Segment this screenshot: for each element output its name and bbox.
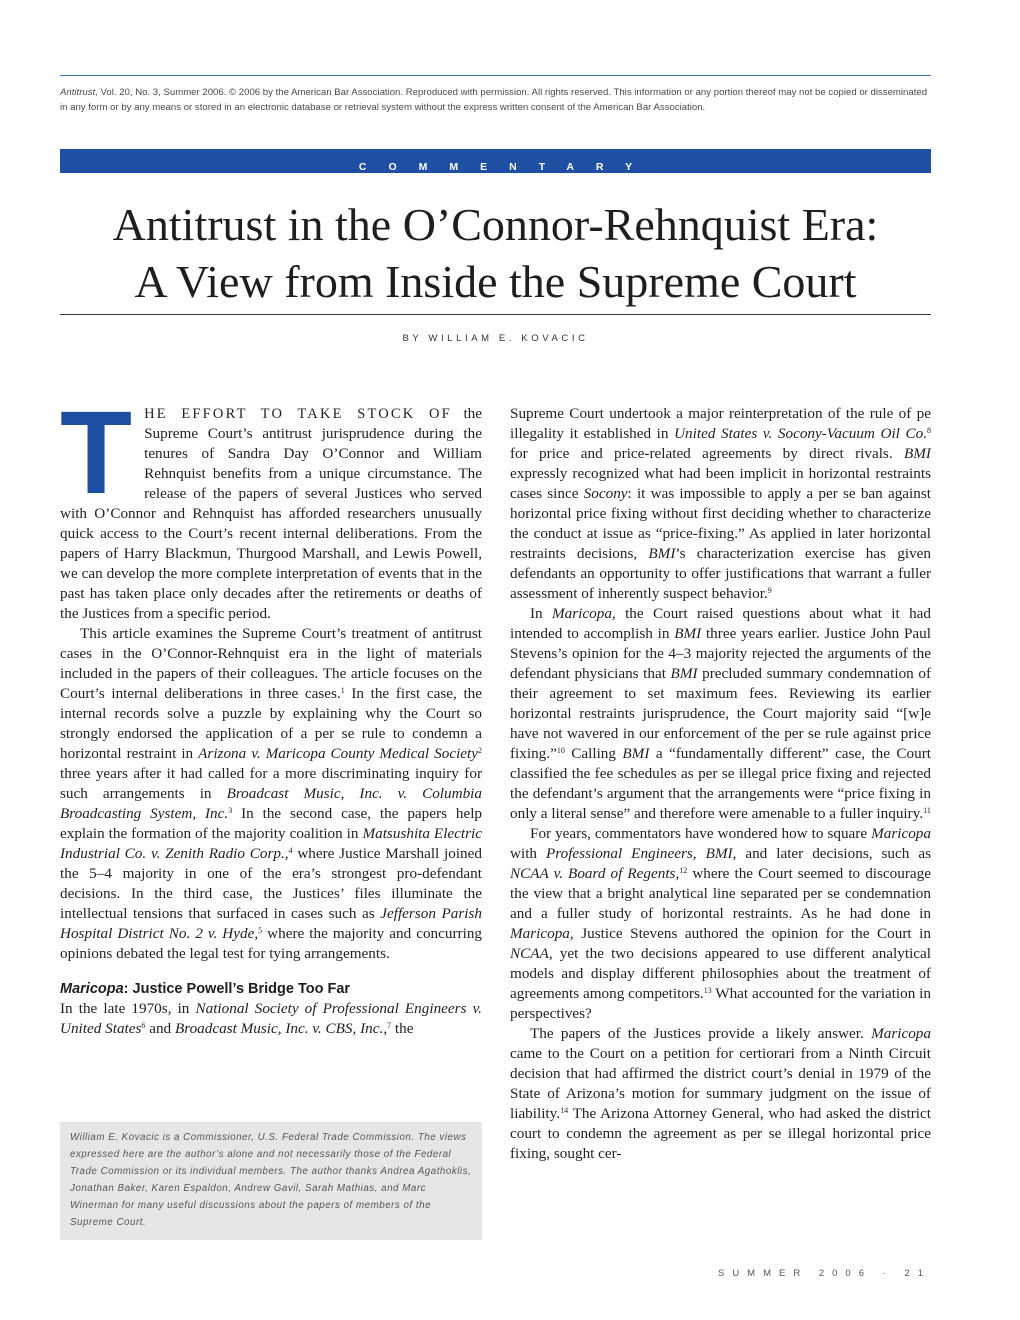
lead-caps: HE EFFORT TO TAKE STOCK OF — [144, 406, 452, 422]
italic-text: BMI — [622, 745, 650, 762]
italic-text: Maricopa — [510, 925, 570, 942]
italic-text: BMI — [705, 845, 733, 862]
drop-cap: T — [60, 387, 133, 519]
page-footer: SUMMER 2006 · 21 — [717, 1268, 931, 1279]
text-run: precluded summary condemnation of their agreement to set maximum fees. Reviewing its earlier horizontal restraints jurisprudence, the Court majority said “[w]e have not wavered in our enforcement of the per se rule against price fixing.” — [510, 665, 932, 762]
title-rule — [60, 314, 931, 315]
paragraph: This article examines the Supreme Court’s treatment of antitrust cases in the O’Connor-Rehnquist era in the light of materials included in the papers of their colleagues. The article focuses on the Court’s internal deliberations in three cases.$^1$ In the first case, the internal records solve a puzzle by explaining why the Court so strongly endorsed the application of a per se rule to condemn a horizontal restraint in Arizona v. Maricopa County Medical Society$^2$ three years after it had called for a more discriminating inquiry for such arrangements in Broadcast Music, Inc. v. Columbia Broadcasting System, Inc.$^3$ In the second case, the papers help explain the formation of the majority coalition in Matsushita Electric Industrial Co. v. Zenith Radio Corp.,$^4$ where Justice Marshall joined the 5–4 majority in one of the era’s strongest pro-defendant decisions. In the third case, the Justices’ files illuminate the intellectual tensions that surfaced in cases such as Jefferson Parish Hospital District No. 2 v. Hyde,$^5$ where the majority and concurring opinions debated the legal test for tying arrangements. — [60, 625, 483, 962]
title-line-2: A View from Inside the Supreme Court — [134, 256, 857, 307]
text-run: ’s characterization exercise has given defendants an opportunity to offer justifications that warrant a fuller assessment of inherently suspect behavior. — [510, 545, 931, 602]
section-banner — [60, 149, 931, 173]
author-bio: William E. Kovacic is a Commissioner, U.S. Federal Trade Commission. The views expressed here are the author’s alone and not necessarily those of the Federal Trade Commission or its individual members. The author thanks Andrea Agathoklis, Jonathan Baker, Karen Espaldon, Andrew Gavil, Sarah Mathias, and Marc Winerman for many useful discussions about the papers of members of the Supreme Court. — [70, 1132, 472, 1228]
case-name: Matsushita Electric Industrial Co. v. Zenith Radio Corp. — [60, 825, 483, 862]
footnote-ref: 8 — [927, 426, 931, 435]
footnote-ref: 7 — [387, 1021, 392, 1030]
italic-text: BMI — [648, 545, 676, 562]
text-run: Calling — [564, 745, 623, 762]
paragraph — [510, 824, 931, 1024]
paragraph — [510, 404, 931, 604]
italic-text: NCAA — [510, 945, 549, 962]
text-run: In — [530, 605, 553, 622]
text-run: The Arizona Attorney General, who had asked the district court to condemn the agreement as per se illegal horizontal price fixing, sought cer- — [510, 1105, 931, 1162]
text-run: What accounted for the variation in perspectives? — [510, 985, 931, 1022]
text-run: , — [692, 845, 706, 862]
italic-text: Socony — [583, 485, 628, 502]
lead-paragraph — [60, 387, 483, 624]
byline: BY WILLIAM E. KOVACIC — [402, 333, 589, 344]
text-run: where the majority and concurring opinions debated the legal test for tying arrangements. — [60, 925, 483, 962]
paragraph — [510, 1024, 931, 1164]
author-bio-box — [60, 1122, 482, 1240]
italic-text: Professional Engineers — [545, 845, 693, 862]
italic-text: BMI — [904, 445, 931, 462]
text-run: In the second case, the papers help explain the formation of the majority coalition in — [60, 805, 483, 842]
paragraph: In the late 1970s, in National Society of Professional Engineers v. United States$^6$ and Broadcast Music, Inc. v. CBS, Inc.,$^7$ the — [60, 1000, 482, 1037]
top-rule — [60, 75, 931, 76]
text-run: : Justice Powell’s Bridge Too Far — [123, 981, 351, 997]
case-name: Arizona v. Maricopa County Medical Society — [198, 745, 478, 762]
footnote-ref: 9 — [767, 586, 772, 595]
footnote-ref: 4 — [288, 846, 293, 855]
text-run: : it was impossible to apply a per se ban against horizontal price fixing without first deciding whether to characterize the conduct at issue as “price-fixing.” As applied in later horizontal restraints decisions, — [510, 485, 931, 562]
italic-text: Maricopa — [871, 825, 931, 842]
text-run: , and later decisions, such as — [732, 845, 931, 862]
text-run: In the late 1970s, in — [60, 1000, 196, 1017]
text-run: a “fundamentally different” case, the Court classified the fee schedules as per se illegal price fixing and rejected the defendant’s argument that the arrangements were “price fixing in only a literal sense” and therefore were amenable to a fuller inquiry. — [510, 745, 932, 822]
case-name: NCAA v. Board of Regents — [510, 865, 676, 882]
case-name: United States v. Socony-Vacuum Oil Co. — [674, 425, 927, 442]
text-run: and — [145, 1020, 175, 1037]
case-name: Broadcast Music, Inc. v. Columbia Broadcasting System, Inc. — [60, 785, 482, 822]
text-run: expressly recognized what had been implicit in horizontal restraints cases since — [510, 465, 931, 502]
footnote-ref: 3 — [228, 806, 233, 815]
text-run: , yet the two decisions appeared to use different analytical models and display different philosophies about the treatment of agreements among competitors. — [510, 945, 931, 1002]
text-run: the Supreme Court’s antitrust jurisprudence during the tenures of Sandra Day O’Connor and William Rehnquist benefits from a unique circumstance. The release of the papers of several Justices who served with O’Connor and Rehnquist has afforded researchers unusually quick access to the Court’s recent internal deliberations. From the papers of Harry Blackmun, Thurgood Marshall, and Lewis Powell, we can develop the more complete interpretation of events that in the past has taken place only decades after the retirements or deaths of the Justices from a specific period. — [60, 405, 483, 622]
copyright-text: , Vol. 20, No. 3, Summer 2006. © 2006 by the American Bar Association. Reproduced with permission. All rights reserved. This information or any portion thereof may not be copied or disseminated in any form or by any means or stored in an electronic database or retrieval system without the express written consent of the American Bar Association. — [60, 87, 928, 113]
text-run: came to the Court on a petition for certiorari from a Ninth Circuit decision that had affirmed the district court’s denial in 1979 of the State of Arizona’s motion for summary judgment on the issue of liability. — [510, 1045, 931, 1122]
case-name: Broadcast Music, Inc. v. CBS, Inc. — [174, 1020, 384, 1037]
text-run: three years earlier. Justice John Paul Stevens’s opinion for the 4–3 majority rejected the arguments of the defendant physicians that — [510, 625, 931, 682]
italic-text: Maricopa — [871, 1025, 931, 1042]
text-run: Supreme Court undertook a major reinterpretation of the rule of pe illegality it established in — [510, 405, 931, 442]
title-line-1: Antitrust in the O’Connor-Rehnquist Era: — [112, 199, 879, 250]
case-name: Jefferson Parish Hospital District No. 2 v. Hyde — [60, 905, 482, 942]
italic-text: Maricopa — [60, 981, 124, 997]
text-run: The papers of the Justices provide a likely answer. — [530, 1025, 872, 1042]
article-title — [60, 196, 931, 310]
case-name: National Society of Professional Engineers v. United States — [60, 1000, 482, 1037]
footnote-ref: 10 — [556, 746, 565, 755]
text-run: for price and price-related agreements by direct rivals. — [510, 445, 904, 462]
section-label: COMMENTARY — [358, 161, 655, 173]
italic-text: BMI — [670, 665, 698, 682]
text-run: where Justice Marshall joined the 5–4 majority in one of the era’s strongest pro-defendant decisions. In the third case, the Justices’ files illuminate the intellectual tensions that surfaced in cases such as — [60, 845, 482, 922]
text-run: , — [675, 865, 680, 882]
footnote-ref: 13 — [703, 986, 712, 995]
text-run: For years, commentators have wondered how to square — [530, 825, 872, 842]
right-column — [510, 404, 931, 1164]
italic-text: Maricopa — [552, 605, 612, 622]
footnote-ref: 11 — [923, 806, 931, 815]
text-run: , — [284, 845, 289, 862]
left-column — [60, 387, 483, 1039]
text-run: , the Court raised questions about what it had intended to accomplish in — [510, 605, 931, 642]
text-run: the — [391, 1020, 414, 1037]
footnote-ref: 1 — [340, 686, 345, 695]
footnote-ref: 2 — [478, 746, 482, 755]
text-run: where the Court seemed to discourage the view that a bright analytical line separated per se condemnation and a fuller study of horizontal restraints. As he had done in — [510, 865, 931, 922]
italic-text: BMI — [674, 625, 702, 642]
footnote-ref: 12 — [679, 866, 688, 875]
section-heading — [60, 979, 482, 999]
copyright-notice — [60, 85, 931, 115]
text-run: In the first case, the internal records solve a puzzle by explaining why the Court so strongly endorsed the application of a per se rule to condemn a horizontal restraint in — [60, 685, 482, 762]
text-run: This article examines the Supreme Court’s treatment of antitrust cases in the O’Connor-Rehnquist era in the light of materials included in the papers of their colleagues. The article focuses on the Court’s internal deliberations in three cases. — [60, 625, 482, 702]
text-run: with — [510, 845, 546, 862]
footnote-ref: 14 — [560, 1106, 569, 1115]
journal-name: Antitrust — [60, 87, 96, 98]
text-run: , Justice Stevens authored the opinion for the Court in — [569, 925, 931, 942]
footnote-ref: 5 — [258, 926, 263, 935]
text-run: three years after it had called for a more discriminating inquiry for such arrangements in — [60, 765, 482, 802]
footnote-ref: 6 — [141, 1021, 146, 1030]
paragraph — [510, 604, 931, 824]
